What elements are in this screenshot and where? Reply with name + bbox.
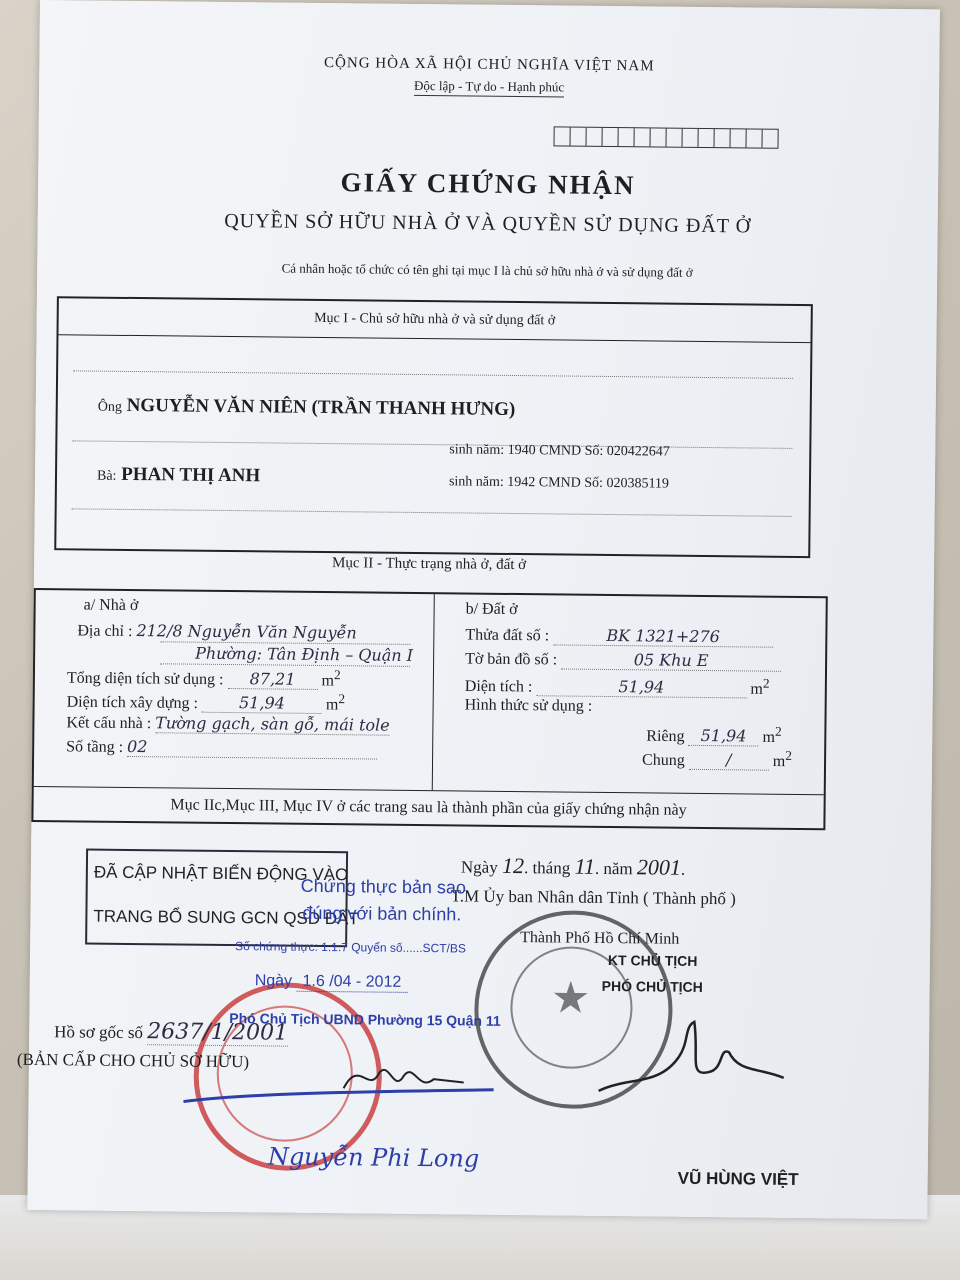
owner-2-birth: sinh năm: 1942 CMND Số: 020385119 (448, 474, 670, 492)
parcel-number: Thửa đất số : BK 1321+276 (465, 624, 773, 647)
nation-header: CỘNG HÒA XÃ HỘI CHỦ NGHĨA VIỆT NAM (324, 54, 655, 75)
house-column (34, 590, 435, 790)
motto: Độc lập - Tự do - Hạnh phúc (39, 74, 939, 99)
serial-number-boxes (553, 126, 778, 148)
certificate-title: GIẤY CHỨNG NHẬN (340, 167, 636, 201)
owner-1-birth: sinh năm: 1940 CMND Số: 020422647 (449, 442, 670, 460)
certify-number: Số chứng thực: 1.1.7 Quyển số......SCT/BS (235, 939, 467, 956)
intro-text: Cá nhân hoặc tổ chức có tên ghi tại mục I là chủ sở hữu nhà ở và sử dụng đất ở (281, 260, 693, 280)
signer-name: VŨ HÙNG VIỆT (677, 1168, 799, 1190)
deputy-title-1: KT CHỦ TỊCH (607, 952, 698, 969)
deputy-title-2: PHÓ CHỦ TỊCH (601, 977, 703, 995)
total-area: Tổng diện tích sử dụng : 87,21 $m^2$ (66, 667, 341, 690)
certify-date: Ngày 1.6 /04 - 2012 (255, 972, 408, 993)
usage-label: Hình thức sử dụng : (464, 696, 593, 715)
house-label: a/ Nhà ở (83, 596, 139, 615)
update-stamp: ĐÃ CẬP NHẬT BIẾN ĐỘNG VÀO TRANG BỔ SUNG GCN QSD ĐẤT (85, 849, 348, 948)
section-2-footer: Mục IIc,Mục III, Mục IV ở các trang sau là thành phần của giấy chứng nhận này (33, 786, 823, 829)
chairman-signature (588, 1016, 789, 1108)
land-area: Diện tích : 51,94 $m^2$ (464, 675, 770, 698)
star-icon: ★ (550, 973, 591, 1023)
section-1-box (54, 296, 813, 558)
land-label: b/ Đất ở (465, 600, 518, 619)
official-name: Nguyễn Phi Long (267, 1142, 480, 1173)
common-area: Chung / $m^2$ (641, 747, 793, 771)
committee-name: T.M Ủy ban Nhân dân Tỉnh ( Thành phố ) (450, 886, 736, 909)
map-number: Tờ bản đồ số : 05 Khu E (465, 648, 781, 671)
house-ward: Phường: Tân Định – Quận I (195, 643, 414, 665)
certify-line-1: Chứng thực bản sao (300, 875, 467, 898)
house-address: Địa chỉ : 212/8 Nguyễn Văn Nguyễn (77, 621, 357, 643)
certify-line-2: đúng với bản chính. (302, 902, 462, 925)
copy-note: (BẢN CẤP CHO CHỦ SỞ HỮU) (16, 1049, 250, 1072)
blue-signature-line (178, 1082, 498, 1115)
owner-2: Bà: PHAN THỊ ANH (96, 463, 261, 487)
section-2-box (31, 588, 827, 830)
build-area: Diện tích xây dựng : 51,94 $m^2$ (66, 691, 346, 714)
certificate-subtitle: QUYỀN SỞ HỮU NHÀ Ở VÀ QUYỀN SỬ DỤNG ĐẤT Ở (224, 209, 752, 238)
private-area: Riêng 51,94 $m^2$ (646, 723, 782, 747)
record-number: Hồ sơ gốc số 2637/1/2001 (54, 1019, 289, 1046)
structure: Kết cấu nhà : Tường gạch, sàn gỗ, mái tole (66, 713, 390, 735)
section-1-heading: Mục I - Chủ sở hữu nhà ở và sử dụng đất ở (58, 298, 810, 343)
section-2-heading: Mục II - Thực trạng nhà ở, đất ở (331, 555, 527, 574)
floors: Số tầng : 02 (66, 736, 377, 759)
owner-1: Ông NGUYỄN VĂN NIÊN (TRẦN THANH HƯNG) (97, 394, 516, 420)
certify-official: Phó Chủ Tịch UBND Phường 15 Quận 11 (229, 1010, 501, 1029)
certificate-page (16, 0, 940, 1219)
city-name: Thành Phố Hồ Chí Minh (520, 929, 680, 948)
issue-date: Ngày 12. tháng 11. năm 2001. (460, 852, 686, 880)
